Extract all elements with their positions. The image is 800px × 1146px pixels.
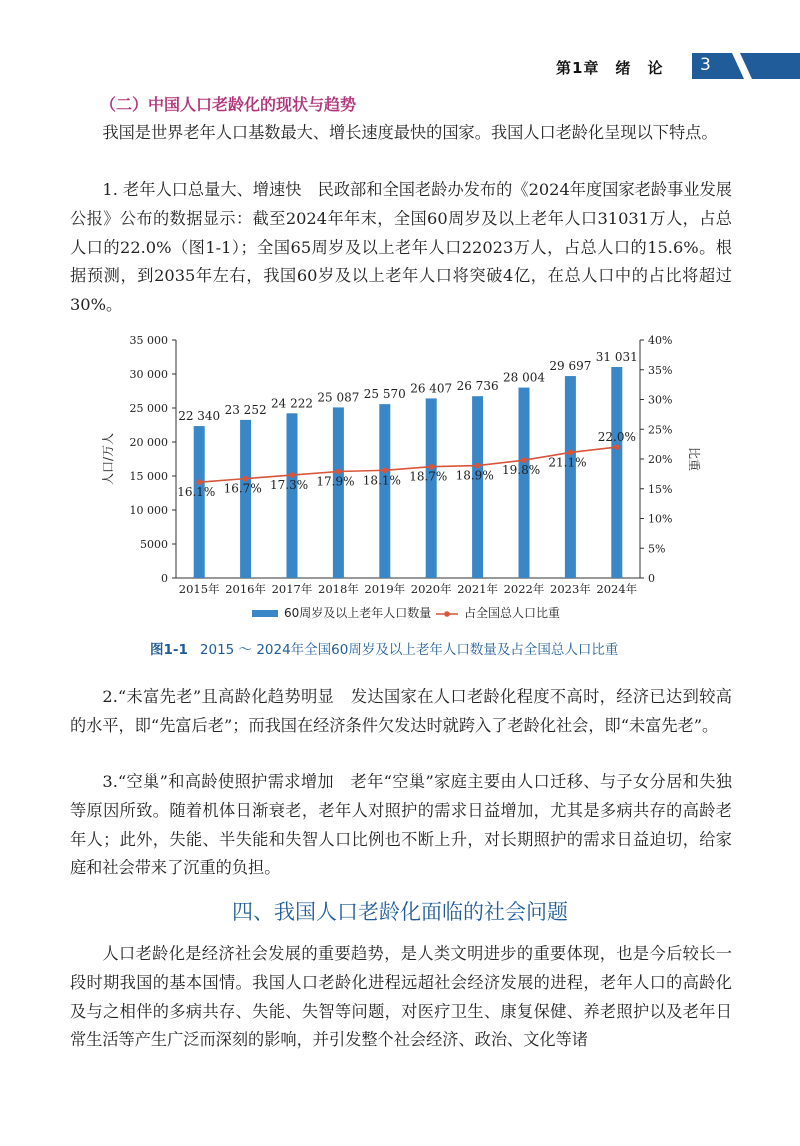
ratio-label: 18.7% (409, 469, 448, 484)
bar (333, 407, 344, 578)
subsection-heading: （二）中国人口老龄化的现状与趋势 (100, 95, 357, 114)
y-tick-label: 30 000 (129, 368, 168, 381)
bar-value-label: 26 407 (410, 381, 453, 396)
ratio-label: 18.1% (362, 473, 401, 488)
y-tick-label: 5000 (140, 538, 168, 551)
bar-value-label: 25 570 (363, 387, 406, 402)
ratio-label: 17.3% (270, 478, 309, 493)
y2-axis-title: 比重 (687, 446, 701, 472)
bar (287, 413, 298, 578)
x-tick-label: 2021年 (457, 582, 498, 596)
ratio-point (196, 479, 202, 485)
ratio-label: 16.7% (223, 481, 262, 496)
paragraph-intro: 我国是世界老年人口基数最大、增长速度最快的国家。我国人口老龄化呈现以下特点。 (102, 123, 718, 142)
ratio-point (289, 472, 295, 478)
paragraph-point-2: 2.“未富先老”且高龄化趋势明显 发达国家在人口老龄化程度不高时，经济已达到较高的水平，即“先富后老”；而我国在经济条件欠发达时就跨入了老龄化社会，即“未富先老”。 (70, 687, 732, 735)
section-heading: 四、我国人口老龄化面临的社会问题 (232, 900, 568, 924)
bar-value-label: 24 222 (271, 396, 313, 411)
x-tick-label: 2015年 (178, 582, 220, 596)
bar (565, 376, 576, 578)
paragraph-point-1: 1. 老年人口总量大、增速快 民政部和全国老龄办发布的《2024年度国家老龄事业发展公报》公布的数据显示：截至2024年年末，全国60周岁及以上老年人口31031万人，占总人口的22.0%（图1-1）；全国65周岁及以上老年人口22023万人，占总人口的15.6%。根据预测，到2035年左右，我国60岁及以上老年人口将突破4亿，在总人口中的占比将超过30%。 (70, 180, 732, 315)
figure-label: 图1-1 (150, 642, 188, 658)
bar-value-label: 31 031 (595, 349, 638, 364)
x-tick-label: 2017年 (271, 582, 313, 596)
ratio-point (382, 468, 388, 474)
chapter-title: 第1章 绪 论 (556, 59, 664, 77)
ratio-point (521, 457, 527, 463)
ratio-label: 19.8% (502, 463, 541, 478)
y2-tick-label: 0 (648, 572, 655, 585)
x-tick-label: 2024年 (596, 582, 638, 596)
page-number: 3 (700, 55, 711, 75)
bar (194, 426, 205, 578)
y2-tick-label: 15% (648, 482, 673, 496)
bar-value-label: 28 004 (503, 370, 545, 385)
y-tick-label: 35 000 (129, 334, 168, 347)
bar (240, 420, 251, 578)
y2-tick-label: 20% (648, 453, 673, 466)
bar (379, 404, 390, 578)
bar-value-label: 25 087 (317, 390, 360, 405)
y2-tick-label: 25% (648, 423, 673, 437)
bar-value-label: 23 252 (224, 402, 267, 417)
ratio-point (568, 450, 574, 456)
bar-value-label: 29 697 (549, 359, 592, 374)
y2-tick-label: 5% (648, 542, 666, 556)
y2-tick-label: 30% (648, 393, 673, 407)
aging-population-chart (0, 325, 800, 630)
ratio-label: 22.0% (597, 430, 636, 445)
ratio-label: 18.9% (455, 468, 494, 483)
y-tick-label: 15 000 (129, 470, 168, 483)
x-tick-label: 2020年 (410, 582, 452, 596)
y-tick-label: 10 000 (129, 504, 168, 517)
y2-tick-label: 10% (648, 512, 673, 526)
bar-value-label: 26 736 (456, 379, 499, 394)
figure-caption-text: 2015 ～ 2024年全国60周岁及以上老年人口数量及占全国总人口比重 (199, 642, 619, 658)
ratio-label: 16.1% (177, 485, 216, 500)
x-tick-label: 2019年 (364, 582, 406, 596)
x-tick-label: 2018年 (318, 582, 359, 596)
paragraph-point-3: 3.“空巢”和高龄使照护需求增加 老年“空巢”家庭主要由人口迁移、与子女分居和失独等原因所致。随着机体日渐衰老，老年人对照护的需求日益增加，尤其是多病共存的高龄老年人；此外，失能、半失能和失智人口比例也不断上升，对长期照护的需求日益迫切，给家庭和社会带来了沉重的负担。 (70, 772, 732, 878)
ratio-label: 17.9% (316, 474, 355, 489)
legend-label-bars: 60周岁及以上老年人口数量 (284, 606, 432, 620)
y2-tick-label: 35% (648, 363, 673, 377)
x-tick-label: 2023年 (550, 582, 591, 596)
y-tick-label: 25 000 (129, 402, 168, 415)
y2-tick-label: 40% (648, 334, 673, 347)
x-tick-label: 2022年 (503, 582, 545, 596)
bar-value-label: 22 340 (178, 409, 221, 424)
ratio-point (614, 444, 620, 450)
paragraph-social-issues: 人口老龄化是经济社会发展的重要趋势，是人类文明进步的重要体现，也是今后较长一段时期我国的基本国情。我国人口老龄化进程远超社会经济发展的进程，老年人口的高龄化及与之相伴的多病共存、失能、失智等问题，对医疗卫生、康复保健、养老照护以及老年日常生活等产生广泛而深刻的影响，并引发整个社会经济、政治、文化等诸 (70, 944, 732, 1050)
legend-swatch-bars (252, 610, 278, 617)
ratio-point (336, 469, 342, 475)
bar (519, 388, 530, 578)
ratio-point (428, 464, 434, 470)
x-tick-label: 2016年 (225, 582, 266, 596)
bar (611, 367, 622, 578)
legend-swatch-point (444, 611, 450, 617)
figure-caption (150, 638, 618, 658)
ratio-label: 21.1% (548, 455, 587, 470)
bar (472, 396, 483, 578)
y-tick-label: 0 (161, 572, 168, 585)
ratio-point (475, 463, 481, 469)
ratio-point (243, 476, 249, 482)
y-tick-label: 20 000 (129, 436, 168, 449)
bar (426, 398, 437, 578)
y-axis-title: 人口/万人 (101, 432, 115, 486)
legend-label-line: 占全国总人口比重 (464, 606, 561, 620)
